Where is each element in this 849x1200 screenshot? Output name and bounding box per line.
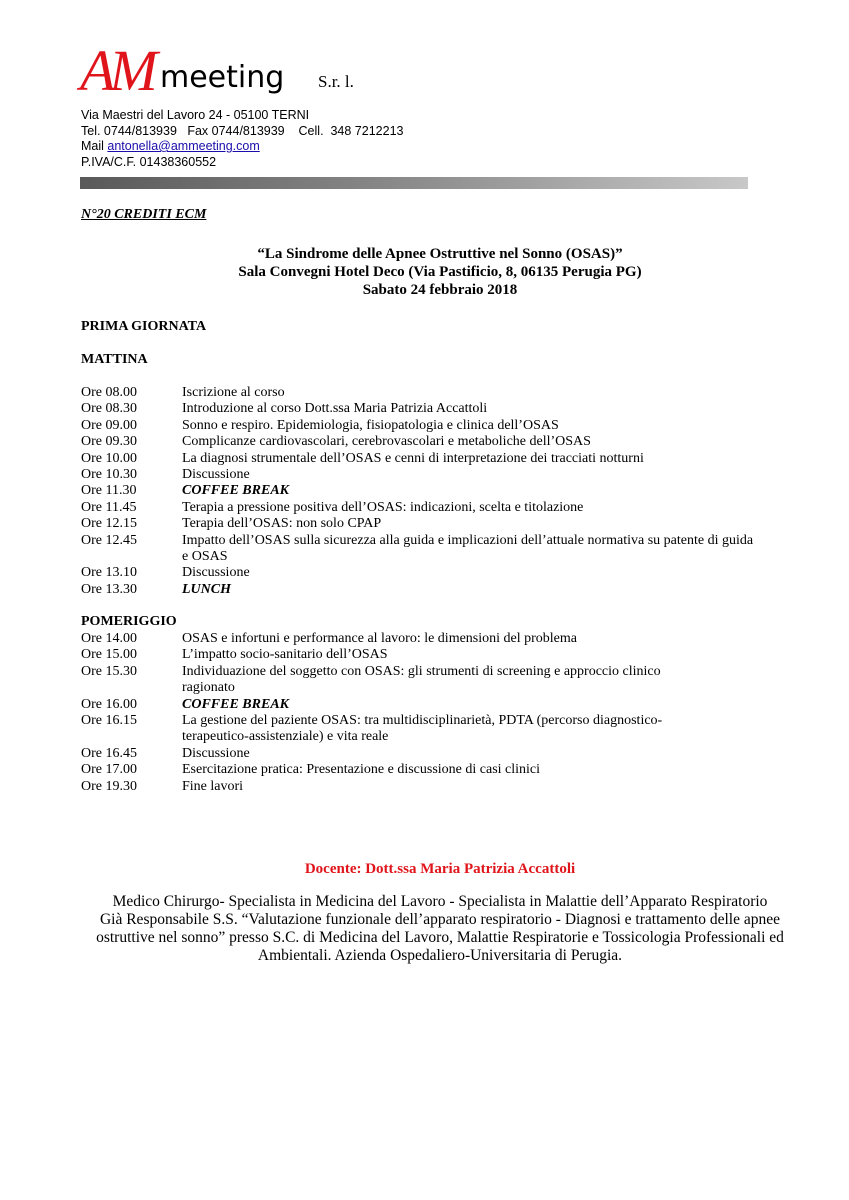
schedule-row	[81, 483, 761, 499]
schedule-row	[81, 746, 761, 762]
schedule-item: Terapia a pressione positiva dell’OSAS: indicazioni, scelta e titolazione	[182, 499, 584, 515]
phone-line: Tel. 0744/813939 Fax 0744/813939 Cell. 348 7212213	[81, 123, 404, 138]
schedule-time: Ore 13.10	[81, 565, 137, 581]
bio-line: Ambientali. Azienda Ospedaliero-Universitaria di Perugia.	[257, 947, 623, 964]
schedule-item: Individuazione del soggetto con OSAS: gli strumenti di screening e approccio clinico ragionato	[182, 663, 661, 696]
schedule-item: Fine lavori	[182, 778, 244, 794]
schedule-row	[81, 533, 761, 566]
contact-block	[81, 108, 403, 170]
schedule-item: Esercitazione pratica: Presentazione e discussione di casi clinici	[182, 762, 541, 778]
logo-am-mark: AM	[80, 38, 152, 103]
speaker-bio	[40, 893, 840, 965]
schedule-time: Ore 15.30	[81, 663, 137, 679]
schedule-item: Complicanze cardiovascolari, cerebrovascolari e metaboliche dell’OSAS	[182, 434, 591, 450]
schedule-item: Terapia dell’OSAS: non solo CPAP	[182, 516, 382, 532]
mail-label: Mail	[81, 139, 108, 153]
schedule-item: Introduzione al corso Dott.ssa Maria Patrizia Accattoli	[182, 401, 488, 417]
schedule-time: Ore 12.15	[81, 516, 137, 532]
schedule-time: Ore 14.00	[81, 631, 137, 646]
schedule-item: La gestione del paziente OSAS: tra multidisciplinarietà, PDTA (percorso diagnostico-terapeutico-assistenziale) e vita reale	[182, 713, 663, 745]
schedule-row	[81, 697, 761, 713]
schedule-row	[81, 631, 761, 647]
schedule-time: Ore 12.45	[81, 532, 137, 548]
morning-heading: MATTINA	[81, 352, 148, 367]
header-divider	[80, 177, 748, 189]
logo-meeting-text: meeting	[160, 60, 285, 95]
schedule-time: Ore 09.00	[81, 417, 137, 433]
day-heading: PRIMA GIORNATA	[81, 319, 207, 334]
schedule-row	[81, 401, 761, 417]
speaker-heading: Docente: Dott.ssa Maria Patrizia Accattoli	[304, 861, 576, 877]
morning-schedule	[81, 385, 761, 598]
schedule-row	[81, 664, 761, 697]
schedule-time: Ore 11.45	[81, 499, 137, 515]
ecm-credits: N°20 CREDITI ECM	[81, 207, 207, 222]
company-logo	[80, 40, 400, 102]
mail-line	[81, 139, 403, 155]
event-title: “La Sindrome delle Apnee Ostruttive nel Sonno (OSAS)”	[257, 246, 623, 262]
schedule-row	[81, 385, 761, 401]
schedule-time: Ore 15.00	[81, 647, 137, 663]
coffee-break-item: COFFEE BREAK	[182, 696, 289, 712]
schedule-row	[81, 500, 761, 516]
schedule-time: Ore 19.30	[81, 778, 137, 794]
logo-srl-text: S.r. l.	[318, 72, 354, 91]
schedule-time: Ore 08.30	[81, 401, 137, 417]
schedule-time: Ore 16.15	[81, 713, 137, 729]
schedule-time: Ore 09.30	[81, 434, 137, 450]
schedule-item: L’impatto socio-sanitario dell’OSAS	[182, 647, 388, 663]
schedule-item: OSAS e infortuni e performance al lavoro: le dimensioni del problema	[182, 631, 578, 646]
event-venue: Sala Convegni Hotel Deco (Via Pastificio, 8, 06135 Perugia PG)	[238, 264, 642, 280]
coffee-break-item: COFFEE BREAK	[182, 483, 289, 499]
event-header	[0, 245, 849, 299]
schedule-row	[81, 467, 761, 483]
vat-line: P.IVA/C.F. 01438360552	[81, 154, 217, 169]
schedule-row	[81, 418, 761, 434]
schedule-row	[81, 762, 761, 778]
schedule-time: Ore 17.00	[81, 762, 137, 778]
schedule-row	[81, 582, 761, 598]
schedule-time: Ore 10.00	[81, 450, 137, 466]
schedule-row	[81, 516, 761, 532]
schedule-row	[81, 434, 761, 450]
schedule-row	[81, 565, 761, 581]
mail-link[interactable]: antonella@ammeeting.com	[107, 139, 260, 153]
schedule-item: Impatto dell’OSAS sulla sicurezza alla guida e implicazioni dell’attuale normativa su patente di guida e OSAS	[182, 532, 754, 565]
schedule-row	[81, 451, 761, 467]
afternoon-heading: POMERIGGIO	[81, 614, 177, 629]
schedule-time: Ore 16.00	[81, 696, 137, 712]
afternoon-schedule	[81, 631, 761, 795]
schedule-time: Ore 16.45	[81, 745, 137, 761]
schedule-item: Sonno e respiro. Epidemiologia, fisiopatologia e clinica dell’OSAS	[182, 417, 559, 433]
bio-line: Medico Chirurgo- Specialista in Medicina del Lavoro - Specialista in Malattie dell’Apparato Respiratorio	[112, 893, 768, 910]
schedule-item: Discussione	[182, 565, 250, 581]
schedule-row	[81, 647, 761, 663]
schedule-time: Ore 08.00	[81, 385, 137, 400]
bio-line: Già Responsabile S.S. “Valutazione funzionale dell’apparato respiratorio - Diagnosi e trattamento delle apnee	[99, 911, 781, 928]
schedule-time: Ore 11.30	[81, 483, 137, 499]
schedule-time: Ore 13.30	[81, 581, 137, 597]
schedule-item: Discussione	[182, 467, 250, 483]
address-line: Via Maestri del Lavoro 24 - 05100 TERNI	[81, 108, 310, 122]
bio-line: ostruttive nel sonno” presso S.C. di Medicina del Lavoro, Malattie Respiratorie e Tossicologia Professionali ed	[96, 929, 784, 946]
event-date: Sabato 24 febbraio 2018	[362, 282, 518, 298]
schedule-item: Discussione	[182, 745, 250, 761]
schedule-item: Iscrizione al corso	[182, 385, 285, 400]
schedule-row	[81, 779, 761, 795]
lunch-item: LUNCH	[182, 581, 231, 597]
schedule-item: La diagnosi strumentale dell’OSAS e cenni di interpretazione dei tracciati notturni	[182, 450, 644, 466]
schedule-row	[81, 713, 761, 746]
schedule-time: Ore 10.30	[81, 467, 137, 483]
